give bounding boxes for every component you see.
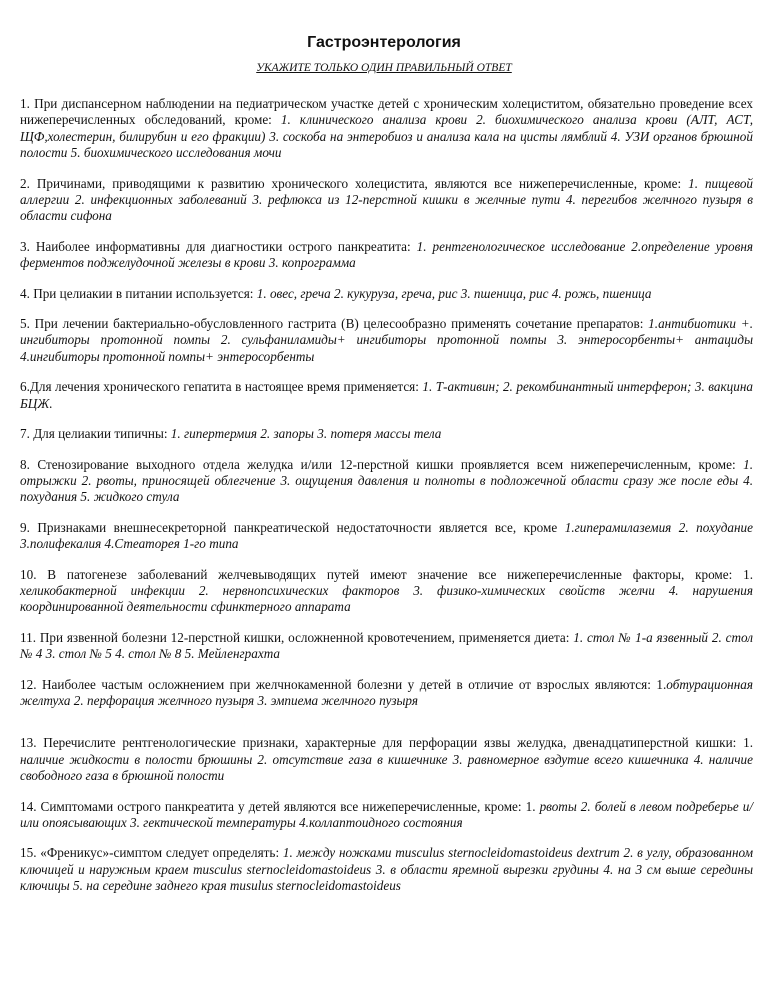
question-list xyxy=(20,96,753,909)
question-7 xyxy=(20,426,753,442)
question-answers: 1. Т-активин; 2. рекомбинантный интерферон; 3. вакцина БЦЖ. xyxy=(20,379,754,411)
question-stem: 8. Стенозирование выходного отдела желудка и/или 12-перстной кишки проявляется всем нижеперечисленным, кроме: xyxy=(20,456,744,472)
question-4 xyxy=(20,286,753,302)
question-stem: 1. При диспансерном наблюдении на педиатрическом участке детей с хроническим холециститом, обязательно проведение всех нижеперечисленных обследований, кроме: xyxy=(20,96,753,128)
question-answers: хеликобактерной инфекции 2. нервнопсихических факторов 3. физико-химических свойств желчи 4. нарушения координированной деятельности сфинктерного аппарата xyxy=(20,582,753,615)
question-stem: 6.Для лечения хронического гепатита в настоящее время применяется: xyxy=(20,379,423,395)
question-answers: 1.гиперамилаземия 2. похудание 3.полифекалия 4.Стеаторея 1-го типа xyxy=(20,519,754,552)
question-stem: 13. Перечислите рентгенологические признаки, характерные для перфорации язвы желудка, двенадцатиперстной кишки: 1. xyxy=(20,735,753,751)
question-stem: 12. Наиболее частым осложнением при желчнокаменной болезни у детей в отличие от взрослых являются: 1. xyxy=(20,676,667,692)
question-stem: 11. При язвенной болезни 12-перстной кишки, осложненной кровотечением, применяется диета: xyxy=(20,629,574,645)
instruction-subtitle: УКАЖИТЕ ТОЛЬКО ОДИН ПРАВИЛЬНЫЙ ОТВЕТ xyxy=(256,62,512,74)
question-11 xyxy=(20,630,753,663)
question-stem: 14. Симптомами острого панкреатита у детей являются все нижеперечисленные, кроме: 1. xyxy=(20,798,540,814)
question-8 xyxy=(20,457,753,506)
question-stem: 10. В патогенезе заболеваний желчевыводящих путей имеют значение все нижеперечисленные факторы, кроме: 1. xyxy=(20,566,753,582)
question-stem: 9. Признаками внешнесекреторной панкреатической недостаточности является все, кроме xyxy=(20,519,565,535)
question-2 xyxy=(20,176,753,225)
page-title: Гастроэнтерология xyxy=(307,34,461,51)
question-1 xyxy=(20,96,753,162)
question-6 xyxy=(20,379,753,412)
question-14 xyxy=(20,799,753,832)
question-13 xyxy=(20,735,753,784)
question-answers: 1. клинического анализа крови 2. биохимического анализа крови (АЛТ, АСТ, ЩФ,холестерин, билирубин и его фракции) 3. соскоба на энтеробиоз и анализа кала на цисты лямблий 4. УЗИ органов брюшной полости 5. биохимического исследования мочи xyxy=(20,112,753,161)
question-stem: 3. Наиболее информативны для диагностики острого панкреатита: xyxy=(20,238,417,254)
question-stem: 15. «Френикус»-симптом следует определять: xyxy=(20,845,283,861)
question-answers: 1. гипертермия 2. запоры 3. потеря массы тела xyxy=(170,426,442,442)
question-5 xyxy=(20,316,753,365)
question-answers: наличие жидкости в полости брюшины 2. отсутствие газа в кишечнике 3. равномерное вздутие всего кишечника 4. наличие свободного газа в брюшной полости xyxy=(20,751,753,784)
question-15 xyxy=(20,845,753,894)
question-stem: 7. Для целиакии типичны: xyxy=(20,426,171,442)
question-stem: 5. При лечении бактериально-обусловленного гастрита (В) целесообразно применять сочетание препаратов: xyxy=(20,316,649,332)
question-answers: обтурационная желтуха 2. перфорация желчного пузыря 3. эмпиема желчного пузыря xyxy=(20,676,753,708)
question-answers: 1. отрыжки 2. рвоты, приносящей облегчение 3. ощущения давления и полноты в подложечной области сразу же после еды 4. похудания 5. жидкого стула xyxy=(20,456,753,505)
question-answers: 1.антибиотики +. ингибиторы протонной помпы 2. сульфаниламиды+ ингибиторы протонной помпы 3. энтеросорбенты+ антациды 4.ингибиторы протонной помпы+ энтеросорбенты xyxy=(20,316,753,364)
question-12 xyxy=(20,677,753,710)
question-answers: рвоты 2. болей в левом подреберье и/или опоясывающих 3. гектической температуры 4.коллаптоидного состояния xyxy=(20,798,754,830)
question-answers: 1. стол № 1-а язвенный 2. стол № 4 3. стол № 5 4. стол № 8 5. Мейленграхта xyxy=(20,629,753,662)
question-answers: 1. пищевой аллергии 2. инфекционных заболеваний 3. рефлюкса из 12-перстной кишки в желчные пути 4. перегибов желчного пузыря в области сифона xyxy=(20,175,754,224)
question-answers: 1. овес, греча 2. кукуруза, греча, рис 3. пшеница, рис 4. рожь, пшеница xyxy=(256,285,652,301)
question-stem: 4. При целиакии в питании используется: xyxy=(20,285,257,301)
question-9 xyxy=(20,520,753,553)
question-answers: 1. рентгенологическое исследование 2.определение уровня ферментов поджелудочной железы в крови 3. копрограмма xyxy=(20,238,753,271)
question-stem: 2. Причинами, приводящими к развитию хронического холецистита, являются все нижеперечисленные, кроме: xyxy=(20,175,689,191)
question-10 xyxy=(20,567,753,616)
question-3 xyxy=(20,239,753,272)
question-answers: 1. между ножками musculus sternocleidomastoideus dextrum 2. в углу, образованном ключицей и наружным краем musculus sternocleidomastoideus 3. в области яремной вырезки грудины 4. на 3 см выше середины ключицы 5. на середине заднего края musulus sternocleidomastoideus xyxy=(20,845,753,894)
